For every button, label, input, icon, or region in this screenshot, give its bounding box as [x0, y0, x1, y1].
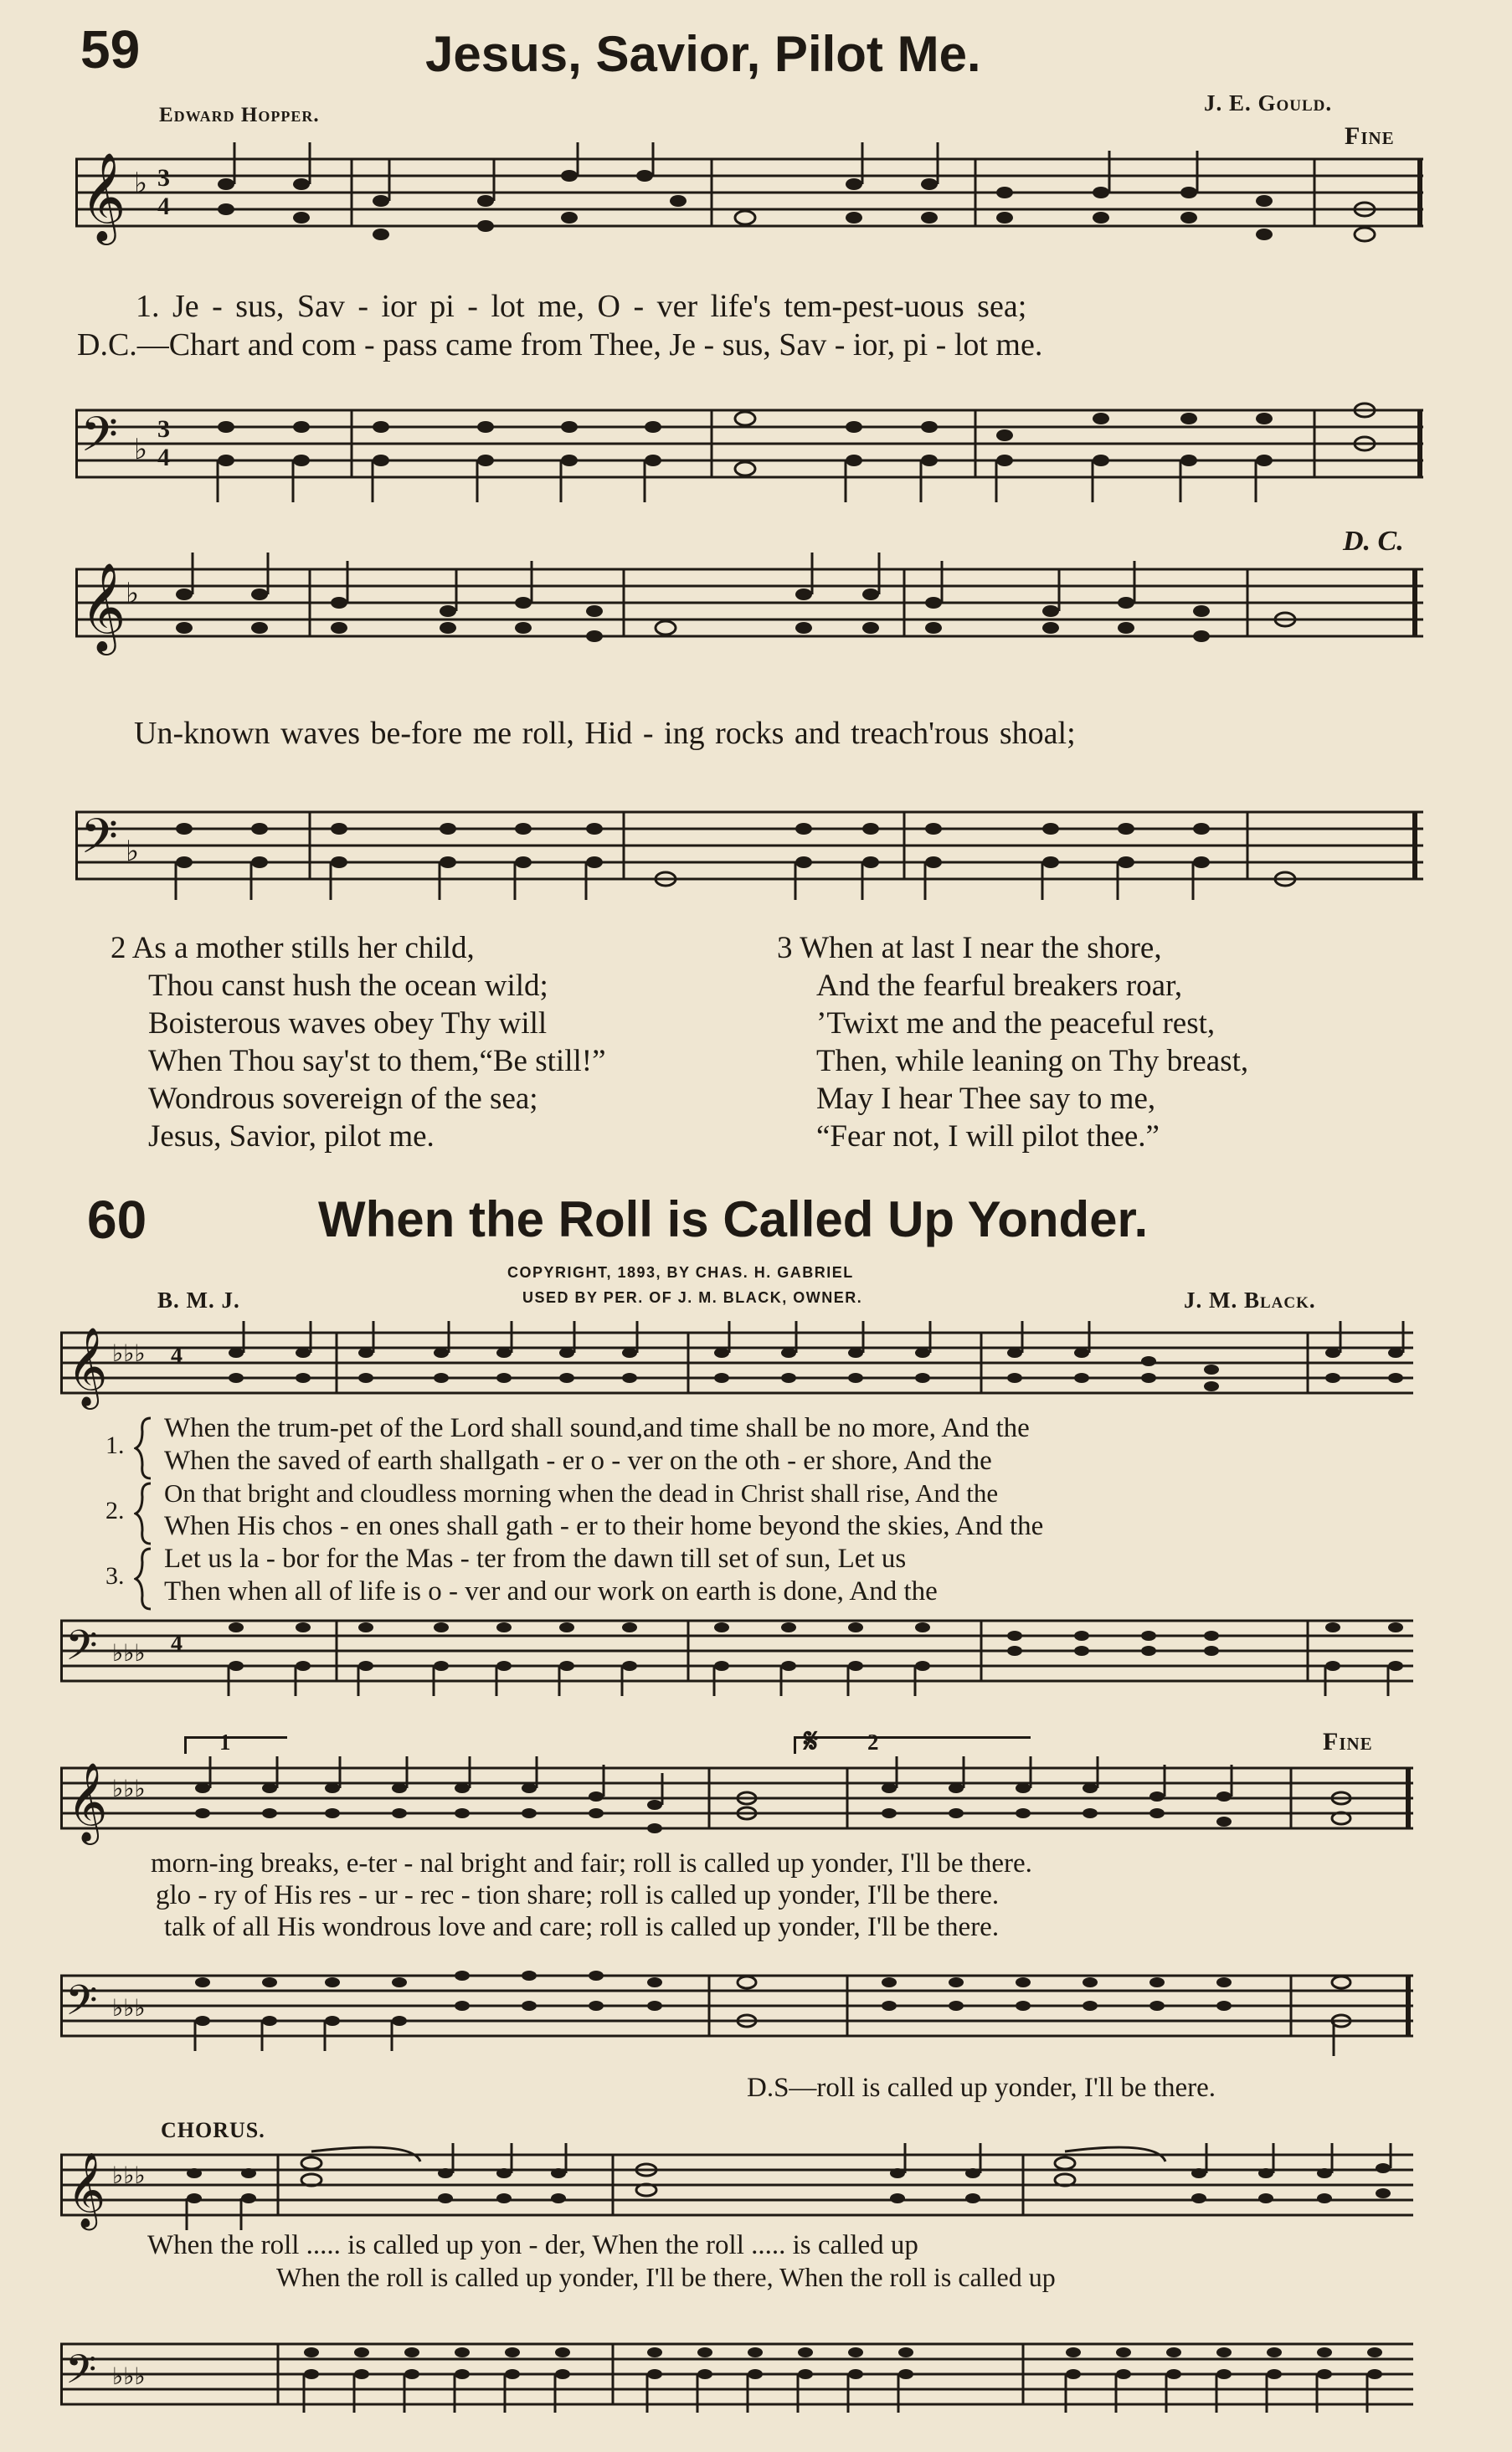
- hymn-59-lyric-line-2: D.C.—Chart and com - pass came from Thee, Je - sus, Sav - ior, pi - lot me.: [77, 327, 1043, 362]
- hymn-60-music-credit: J. M. Black.: [1184, 1288, 1316, 1313]
- verse-line: May I hear Thee say to me,: [816, 1082, 1156, 1116]
- hymn-60-number: 60: [87, 1190, 147, 1250]
- hymn-59-title: Jesus, Savior, Pilot Me.: [425, 26, 981, 82]
- hymn-60-verse-3-line-a: Let us la - bor for the Mas - ter from the dawn till set of sun, Let us: [164, 1544, 907, 1574]
- hymn-60-verse-braces: [134, 1415, 159, 1616]
- svg-text:♭: ♭: [126, 836, 140, 867]
- hymn-60-refrain-line-2: glo - ry of His res - ur - rec - tion share; roll is called up yonder, I'll be there.: [156, 1880, 1000, 1910]
- svg-text:𝄞: 𝄞: [67, 2152, 106, 2228]
- hymn-60-chorus-treble-staff: [60, 2143, 1433, 2244]
- hymn-60-ds-line: D.S—roll is called up yonder, I'll be there.: [747, 2073, 1216, 2103]
- hymn-59-fine-mark: Fine: [1345, 122, 1395, 150]
- verse-line: Then, while leaning on Thy breast,: [816, 1044, 1249, 1078]
- hymn-59-number: 59: [80, 19, 141, 80]
- hymn-59-music-credit: J. E. Gould.: [1204, 90, 1333, 116]
- svg-text:♭♭♭: ♭♭♭: [112, 1996, 146, 2022]
- hymn-60-system-2-treble-staff: [60, 1755, 1433, 1863]
- hymn-59-system-1-treble-staff: [75, 142, 1432, 276]
- hymn-59-system-2-treble-staff: [75, 553, 1432, 695]
- svg-text:♭♭♭: ♭♭♭: [112, 1641, 146, 1667]
- svg-text:♭: ♭: [126, 578, 140, 609]
- svg-text:♭♭♭: ♭♭♭: [112, 2163, 146, 2189]
- verse-line: 3 When at last I near the shore,: [777, 931, 1162, 965]
- svg-text:♭: ♭: [134, 434, 148, 465]
- hymn-60-fine-mark: Fine: [1323, 1728, 1373, 1755]
- svg-text:3: 3: [157, 415, 170, 443]
- svg-text:𝄞: 𝄞: [67, 1327, 108, 1406]
- svg-text:♭♭♭: ♭♭♭: [112, 2364, 146, 2390]
- hymn-59-system-2-bass-staff: [75, 795, 1432, 921]
- verse-line: Boisterous waves obey Thy will: [148, 1006, 548, 1041]
- hymn-60-title: When the Roll is Called Up Yonder.: [318, 1191, 1149, 1247]
- svg-text:3: 3: [157, 164, 170, 192]
- svg-text:♭♭♭: ♭♭♭: [112, 1776, 146, 1802]
- svg-text:♭♭♭: ♭♭♭: [112, 1341, 146, 1367]
- verse-line: “Fear not, I will pilot thee.”: [816, 1119, 1160, 1154]
- svg-text:4: 4: [171, 1631, 183, 1657]
- svg-text:𝄢: 𝄢: [80, 406, 119, 475]
- verse-line: Wondrous sovereign of the sea;: [148, 1082, 538, 1116]
- hymn-60-words-credit: B. M. J.: [157, 1288, 240, 1313]
- hymn-60-system-1-treble-staff: [60, 1319, 1433, 1428]
- hymn-60-verse-1-line-b: When the saved of earth shallgath - er o - ver on the oth - er shore, And the: [164, 1446, 992, 1476]
- hymn-60-verse-number-2: 2.: [105, 1497, 125, 1524]
- svg-text:𝄞: 𝄞: [80, 152, 126, 241]
- svg-text:4: 4: [157, 193, 170, 220]
- hymn-60-system-1-bass-staff: [60, 1609, 1433, 1709]
- hymn-60-chorus-label: CHORUS.: [161, 2118, 265, 2142]
- svg-text:𝄢: 𝄢: [80, 808, 119, 876]
- hymn-59-verse-3: [777, 929, 1248, 1155]
- hymn-60-refrain-line-3: talk of all His wondrous love and care; roll is called up yonder, I'll be there.: [164, 1912, 1000, 1942]
- hymn-60-segno-sign: 𝄋: [804, 1722, 820, 1760]
- svg-text:𝄢: 𝄢: [65, 1977, 98, 2035]
- svg-text:𝄢: 𝄢: [65, 2346, 97, 2403]
- verse-line: Thou canst hush the ocean wild;: [148, 969, 548, 1003]
- hymn-60-verse-2-line-b: When His chos - en ones shall gath - er to their home beyond the skies, And the: [164, 1511, 1044, 1541]
- hymn-60-copyright-line-1: COPYRIGHT, 1893, BY CHAS. H. GABRIEL: [507, 1264, 854, 1281]
- hymn-60-chorus-upper-lyric: When the roll ..... is called up yon - der, When the roll ..... is called up: [147, 2230, 918, 2260]
- svg-text:𝄞: 𝄞: [80, 562, 126, 651]
- hymn-60-second-ending: 2: [867, 1730, 880, 1755]
- svg-text:𝄞: 𝄞: [67, 1762, 108, 1842]
- hymn-59-lyric-line-3: Un-known waves be-fore me roll, Hid - ing rocks and treach'rous shoal;: [134, 716, 1076, 751]
- hymn-60-system-2-bass-staff: [60, 1964, 1433, 2073]
- hymn-60-refrain-line-1: morn-ing breaks, e-ter - nal bright and fair; roll is called up yonder, I'll be there.: [151, 1848, 1032, 1879]
- hymn-60-chorus-lower-lyric: When the roll is called up yonder, I'll be there, When the roll is called up: [276, 2262, 1056, 2292]
- hymn-60-verse-number-3: 3.: [105, 1562, 125, 1590]
- svg-text:4: 4: [171, 1343, 183, 1369]
- hymn-60-first-ending: 1: [219, 1730, 232, 1755]
- verse-line: And the fearful breakers roar,: [816, 969, 1183, 1003]
- hymn-59-system-1-bass-staff: [75, 393, 1432, 519]
- hymn-59-verse-2: [111, 929, 606, 1155]
- verse-line: 2 As a mother stills her child,: [111, 931, 475, 965]
- svg-text:𝄢: 𝄢: [65, 1622, 98, 1680]
- hymn-60-verse-2-line-a: On that bright and cloudless morning when the dead in Christ shall rise, And the: [164, 1478, 999, 1508]
- hymn-60-verse-1-line-a: When the trum-pet of the Lord shall sound,and time shall be no more, And the: [164, 1413, 1030, 1443]
- hymn-60-first-ending-bracket: [184, 1736, 287, 1754]
- hymn-60-verse-number-1: 1.: [105, 1432, 125, 1459]
- hymn-59-words-credit: Edward Hopper.: [159, 104, 320, 126]
- svg-text:♭: ♭: [134, 168, 148, 199]
- verse-line: ’Twixt me and the peaceful rest,: [816, 1006, 1216, 1041]
- hymn-59-lyric-line-1: 1. Je - sus, Sav - ior pi - lot me, O - ver life's tem-pest-uous sea;: [136, 289, 1027, 324]
- verse-line: When Thou say'st to them,“Be still!”: [148, 1044, 606, 1078]
- hymn-60-second-ending-bracket: [794, 1736, 1031, 1754]
- hymn-59-dc-mark: D. C.: [1343, 526, 1404, 557]
- hymn-60-verse-3-line-b: Then when all of life is o - ver and our work on earth is done, And the: [164, 1576, 938, 1606]
- verse-line: Jesus, Savior, pilot me.: [148, 1119, 435, 1154]
- svg-text:4: 4: [157, 444, 170, 471]
- hymn-60-chorus-bass-staff: [60, 2319, 1433, 2428]
- hymn-60-copyright-line-2: USED BY PER. OF J. M. BLACK, OWNER.: [522, 1289, 863, 1306]
